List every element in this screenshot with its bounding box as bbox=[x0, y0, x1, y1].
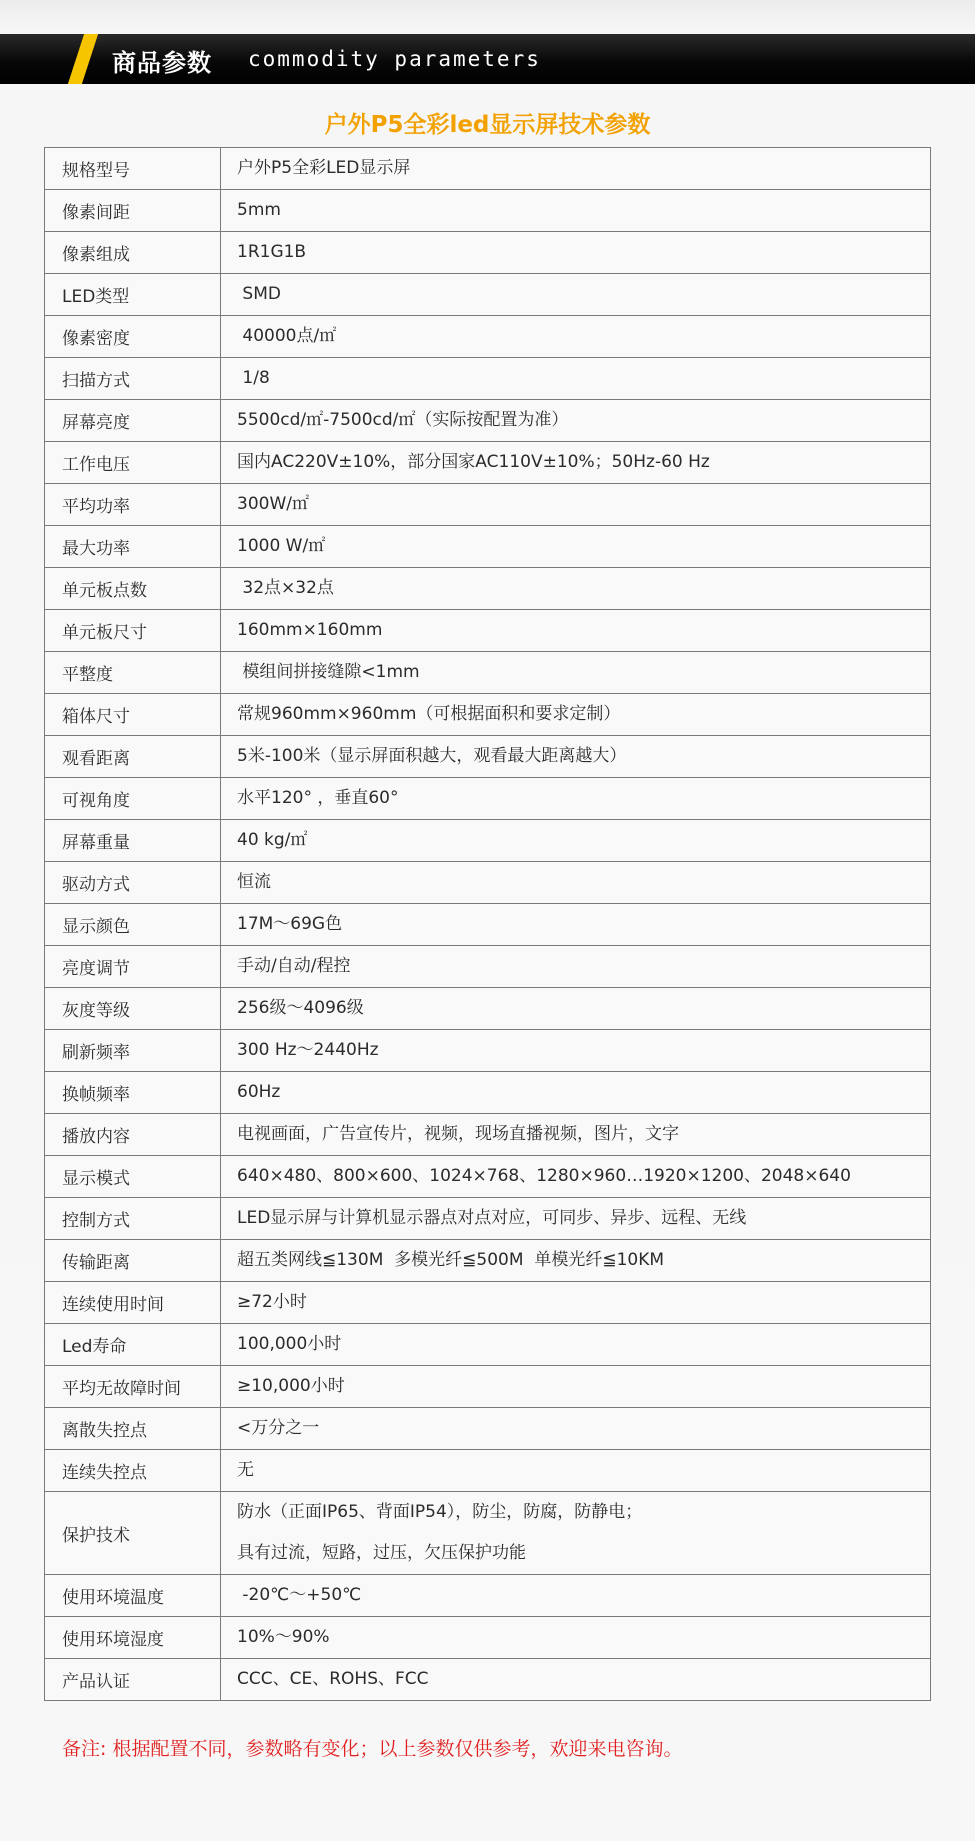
spec-value-line: 无 bbox=[237, 1460, 254, 1480]
table-row bbox=[45, 862, 931, 904]
spec-value-line: 恒流 bbox=[237, 872, 271, 892]
spec-label: 灰度等级 bbox=[45, 988, 221, 1030]
table-row bbox=[45, 1156, 931, 1198]
spec-label: 单元板点数 bbox=[45, 568, 221, 610]
spec-label: 扫描方式 bbox=[45, 358, 221, 400]
spec-value-line: 户外P5全彩LED显示屏 bbox=[237, 158, 411, 178]
spec-value-line: 1R1G1B bbox=[237, 242, 307, 262]
spec-value-line: 40000点/㎡ bbox=[237, 326, 337, 346]
spec-value-line: 160mm×160mm bbox=[237, 620, 383, 640]
spec-value-line: 模组间拼接缝隙<1mm bbox=[237, 662, 420, 682]
spec-value bbox=[221, 1114, 931, 1156]
table-row bbox=[45, 1030, 931, 1072]
spec-value bbox=[221, 190, 931, 232]
spec-label: 显示颜色 bbox=[45, 904, 221, 946]
spec-label: 可视角度 bbox=[45, 778, 221, 820]
table-row bbox=[45, 1492, 931, 1575]
spec-value-line: 5500cd/㎡-7500cd/㎡（实际按配置为准） bbox=[237, 410, 569, 430]
spec-label: 屏幕重量 bbox=[45, 820, 221, 862]
spec-value bbox=[221, 1492, 931, 1575]
spec-value bbox=[221, 1240, 931, 1282]
spec-value-line: 手动/自动/程控 bbox=[237, 956, 351, 976]
spec-value-line: 超五类网线≦130M 多模光纤≦500M 单模光纤≦10KM bbox=[237, 1250, 665, 1270]
table-row bbox=[45, 1366, 931, 1408]
table-row bbox=[45, 526, 931, 568]
spec-value-line: LED显示屏与计算机显示器点对点对应，可同步、异步、远程、无线 bbox=[237, 1208, 747, 1228]
spec-value bbox=[221, 1156, 931, 1198]
table-row bbox=[45, 400, 931, 442]
table-row bbox=[45, 274, 931, 316]
spec-label: LED类型 bbox=[45, 274, 221, 316]
table-row bbox=[45, 568, 931, 610]
spec-value-line: 32点×32点 bbox=[237, 578, 334, 598]
table-row bbox=[45, 232, 931, 274]
spec-value-line: 300 Hz～2440Hz bbox=[237, 1040, 379, 1060]
spec-label: 驱动方式 bbox=[45, 862, 221, 904]
spec-value-line: CCC、CE、ROHS、FCC bbox=[237, 1669, 429, 1689]
spec-label: 工作电压 bbox=[45, 442, 221, 484]
spec-label: 传输距离 bbox=[45, 1240, 221, 1282]
spec-value bbox=[221, 484, 931, 526]
spec-label: 平均功率 bbox=[45, 484, 221, 526]
table-row bbox=[45, 946, 931, 988]
spec-value bbox=[221, 1198, 931, 1240]
spec-label: 最大功率 bbox=[45, 526, 221, 568]
spec-value-line: 国内AC220V±10%，部分国家AC110V±10%；50Hz-60 Hz bbox=[237, 452, 710, 472]
spec-value-line: 电视画面，广告宣传片，视频，现场直播视频，图片，文字 bbox=[237, 1124, 679, 1144]
spec-value-line: <万分之一 bbox=[237, 1418, 320, 1438]
spec-value bbox=[221, 946, 931, 988]
spec-label: 换帧频率 bbox=[45, 1072, 221, 1114]
accent-stripe bbox=[68, 34, 98, 84]
spec-value bbox=[221, 148, 931, 190]
spec-value-line: 40 kg/㎡ bbox=[237, 830, 308, 850]
table-row bbox=[45, 820, 931, 862]
spec-label: 播放内容 bbox=[45, 1114, 221, 1156]
spec-value bbox=[221, 1324, 931, 1366]
table-row bbox=[45, 736, 931, 778]
spec-label: 显示模式 bbox=[45, 1156, 221, 1198]
spec-label: Led寿命 bbox=[45, 1324, 221, 1366]
spec-label: 箱体尺寸 bbox=[45, 694, 221, 736]
header-title-cn: 商品参数 bbox=[112, 49, 212, 77]
spec-value bbox=[221, 1366, 931, 1408]
table-row bbox=[45, 694, 931, 736]
spec-value-line: 100,000小时 bbox=[237, 1334, 342, 1354]
spec-label: 亮度调节 bbox=[45, 946, 221, 988]
spec-value bbox=[221, 820, 931, 862]
table-row bbox=[45, 1072, 931, 1114]
header-banner bbox=[0, 34, 975, 84]
spec-value-line: SMD bbox=[237, 284, 281, 304]
spec-label: 像素组成 bbox=[45, 232, 221, 274]
table-row bbox=[45, 1450, 931, 1492]
table-row bbox=[45, 1617, 931, 1659]
table-row bbox=[45, 442, 931, 484]
spec-value bbox=[221, 1617, 931, 1659]
spec-label: 屏幕亮度 bbox=[45, 400, 221, 442]
spec-value bbox=[221, 1282, 931, 1324]
spec-label: 使用环境温度 bbox=[45, 1575, 221, 1617]
spec-label: 规格型号 bbox=[45, 148, 221, 190]
table-row bbox=[45, 778, 931, 820]
spec-value bbox=[221, 400, 931, 442]
table-row bbox=[45, 148, 931, 190]
footnote: 备注: 根据配置不同，参数略有变化；以上参数仅供参考，欢迎来电咨询。 bbox=[62, 1738, 683, 1760]
spec-value-line: 常规960mm×960mm（可根据面积和要求定制） bbox=[237, 704, 621, 724]
spec-value bbox=[221, 274, 931, 316]
spec-value-line: 具有过流，短路，过压，欠压保护功能 bbox=[237, 1543, 526, 1563]
spec-label: 平整度 bbox=[45, 652, 221, 694]
spec-value-line: 1/8 bbox=[237, 368, 270, 388]
spec-value-line: ≥72小时 bbox=[237, 1292, 307, 1312]
spec-value bbox=[221, 778, 931, 820]
spec-value-line: 17M～69G色 bbox=[237, 914, 343, 934]
spec-value-line: 300W/㎡ bbox=[237, 494, 309, 514]
spec-value-line: 5米-100米（显示屏面积越大，观看最大距离越大） bbox=[237, 746, 627, 766]
table-row bbox=[45, 988, 931, 1030]
table-row bbox=[45, 316, 931, 358]
table-row bbox=[45, 904, 931, 946]
spec-value bbox=[221, 316, 931, 358]
spec-value-line: 水平120° ，垂直60° bbox=[237, 788, 399, 808]
spec-table bbox=[44, 147, 931, 1701]
spec-label: 刷新频率 bbox=[45, 1030, 221, 1072]
table-row bbox=[45, 1575, 931, 1617]
spec-label: 连续失控点 bbox=[45, 1450, 221, 1492]
table-row bbox=[45, 1114, 931, 1156]
spec-label: 平均无故障时间 bbox=[45, 1366, 221, 1408]
spec-value-line: 60Hz bbox=[237, 1082, 281, 1102]
spec-value bbox=[221, 358, 931, 400]
spec-value bbox=[221, 1575, 931, 1617]
spec-value bbox=[221, 1072, 931, 1114]
spec-value-line: 10%～90% bbox=[237, 1627, 330, 1647]
spec-label: 控制方式 bbox=[45, 1198, 221, 1240]
spec-table-body bbox=[45, 148, 931, 1701]
spec-label: 像素间距 bbox=[45, 190, 221, 232]
table-row bbox=[45, 1240, 931, 1282]
spec-value bbox=[221, 1450, 931, 1492]
table-row bbox=[45, 484, 931, 526]
spec-label: 单元板尺寸 bbox=[45, 610, 221, 652]
spec-value bbox=[221, 1030, 931, 1072]
table-row bbox=[45, 190, 931, 232]
header-title-en: commodity parameters bbox=[248, 47, 541, 71]
spec-value-line: ≥10,000小时 bbox=[237, 1376, 345, 1396]
spec-label: 观看距离 bbox=[45, 736, 221, 778]
spec-value bbox=[221, 526, 931, 568]
spec-value bbox=[221, 1408, 931, 1450]
spec-value bbox=[221, 1659, 931, 1701]
spec-value bbox=[221, 736, 931, 778]
spec-value-line: -20℃～+50℃ bbox=[237, 1585, 362, 1605]
table-row bbox=[45, 610, 931, 652]
table-row bbox=[45, 1198, 931, 1240]
table-row bbox=[45, 1659, 931, 1701]
spec-value-line: 防水（正面IP65、背面IP54），防尘，防腐，防静电； bbox=[237, 1502, 643, 1522]
spec-value-line: 256级～4096级 bbox=[237, 998, 364, 1018]
spec-value bbox=[221, 694, 931, 736]
spec-value-line: 5mm bbox=[237, 200, 281, 220]
spec-value bbox=[221, 568, 931, 610]
spec-value bbox=[221, 862, 931, 904]
table-row bbox=[45, 1324, 931, 1366]
table-title: 户外P5全彩led显示屏技术参数 bbox=[324, 112, 651, 138]
table-row bbox=[45, 1282, 931, 1324]
spec-label: 使用环境湿度 bbox=[45, 1617, 221, 1659]
spec-value bbox=[221, 652, 931, 694]
spec-value-line: 1000 W/㎡ bbox=[237, 536, 326, 556]
spec-value bbox=[221, 988, 931, 1030]
spec-label: 保护技术 bbox=[45, 1492, 221, 1575]
spec-value-line: 640×480、800×600、1024×768、1280×960…1920×1200、2048×640 bbox=[237, 1166, 851, 1186]
spec-label: 连续使用时间 bbox=[45, 1282, 221, 1324]
spec-label: 像素密度 bbox=[45, 316, 221, 358]
spec-value bbox=[221, 610, 931, 652]
table-row bbox=[45, 1408, 931, 1450]
spec-value bbox=[221, 904, 931, 946]
table-row bbox=[45, 652, 931, 694]
table-row bbox=[45, 358, 931, 400]
spec-label: 产品认证 bbox=[45, 1659, 221, 1701]
spec-value bbox=[221, 232, 931, 274]
spec-label: 离散失控点 bbox=[45, 1408, 221, 1450]
spec-value bbox=[221, 442, 931, 484]
